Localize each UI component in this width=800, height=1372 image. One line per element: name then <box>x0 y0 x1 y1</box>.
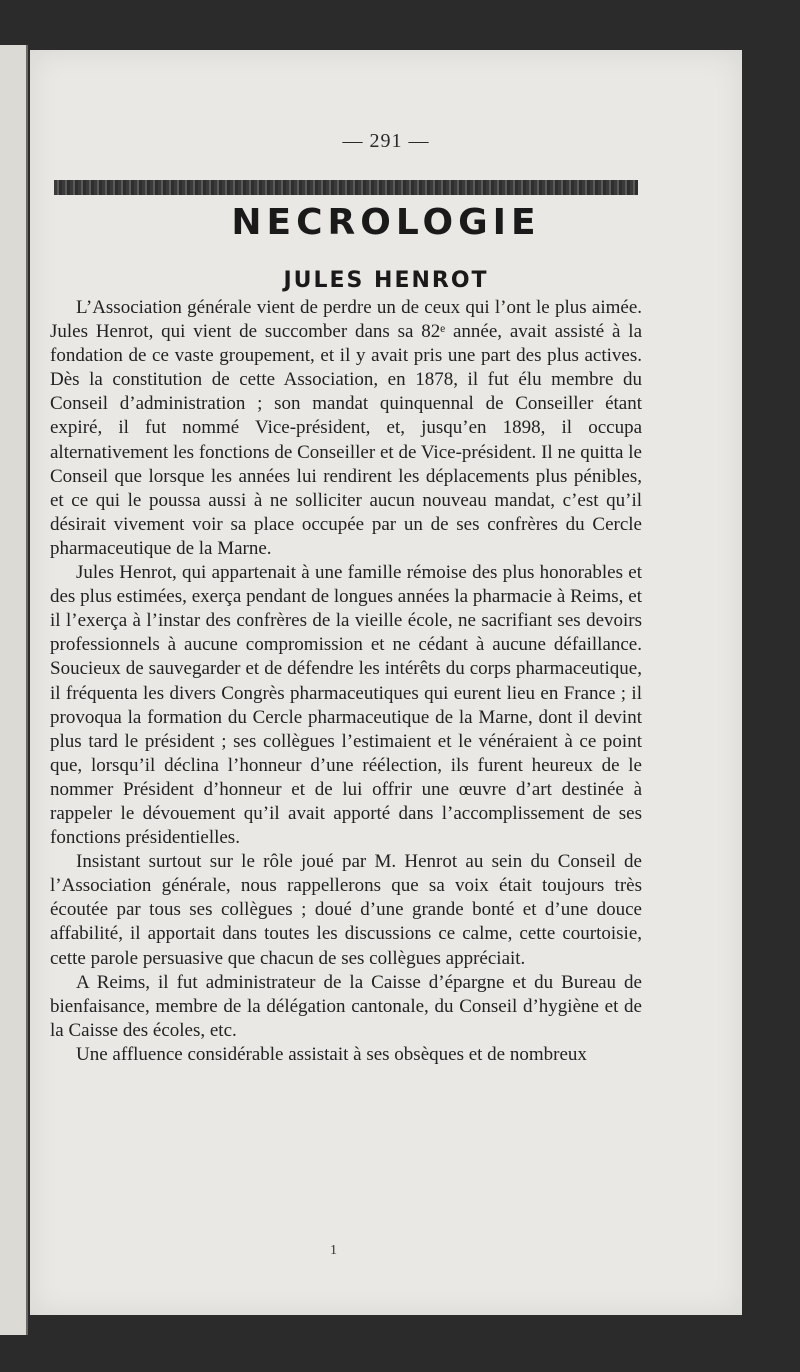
article-body <box>50 296 642 1067</box>
paragraph: Une affluence considérable assistait à ses obsèques et de nombreux <box>76 1043 587 1065</box>
paragraph: Jules Henrot, qui appartenait à une famille rémoise des plus honorables et des plus estimées, exerça pendant de longues années la pharmacie à Reims, et il l’exerça à l’instar des confrères de la vieille école, ne sacrifiant ses devoirs professionnels à aucune compromission et ne cédant à aucune défaillance. Soucieux de sauvegarder et de défendre les intérêts du corps pharmaceutique, il fréquenta les divers Congrès pharmaceutiques qui eurent lieu en France ; il provoqua la formation du Cercle pharmaceutique de la Marne, dont il devint plus tard le président ; ses collègues l’estimaient et le vénéraient à ce point que, lorsqu’il déclina l’honneur d’une réélection, ils furent heureux de le nommer Président d’honneur et de lui offrir une œuvre d’art destinée à rappeler le dévouement qu’il avait apporté dans l’accomplissement de ses fonctions présidentielles. <box>50 562 642 849</box>
section-title: NECROLOGIE <box>231 202 541 243</box>
page-number: — 291 — <box>342 130 430 152</box>
paragraph: L’Association générale vient de perdre un de ceux qui l’ont le plus aimée. Jules Henrot, qui vient de succomber dans sa 82ᵉ année, avait assisté à la fondation de ce vaste groupement, et il y avait pris une part des plus actives. Dès la constitution de cette Association, en 1878, il fut élu membre du Conseil d’administration ; son mandat quinquennal de Conseiller étant expiré, il fut nommé Vice-président, et, jusqu’en 1898, il occupa alternativement les fonctions de Conseiller et de Vice-président. Il ne quitta le Conseil que lorsque les années lui rendirent les déplacements plus pénibles, et ce qui le poussa aussi à ne solliciter aucun nouveau mandat, c’est qu’il désirait vivement voir sa place occupée par un de ses confrères du Cercle pharmaceutique de la Marne. <box>50 297 642 559</box>
paragraph: Insistant surtout sur le rôle joué par M. Henrot au sein du Conseil de l’Association générale, nous rappellerons que sa voix était toujours très écoutée par tous ses collègues ; doué d’une grande bonté et d’une douce affabilité, il apportait dans toutes les discussions ce calme, cette courtoisie, cette parole persuasive que chacun de ses collègues appréciait. <box>50 851 642 969</box>
decorative-header-band <box>54 180 638 195</box>
paragraph: A Reims, il fut administrateur de la Caisse d’épargne et du Bureau de bienfaisance, membre de la délégation cantonale, du Conseil d’hygiène et de la Caisse des écoles, etc. <box>50 971 642 1041</box>
book-page <box>30 50 742 1315</box>
article-title: JULES HENROT <box>283 268 489 293</box>
facing-page-edge <box>0 45 28 1335</box>
signature-mark: 1 <box>330 1243 337 1258</box>
